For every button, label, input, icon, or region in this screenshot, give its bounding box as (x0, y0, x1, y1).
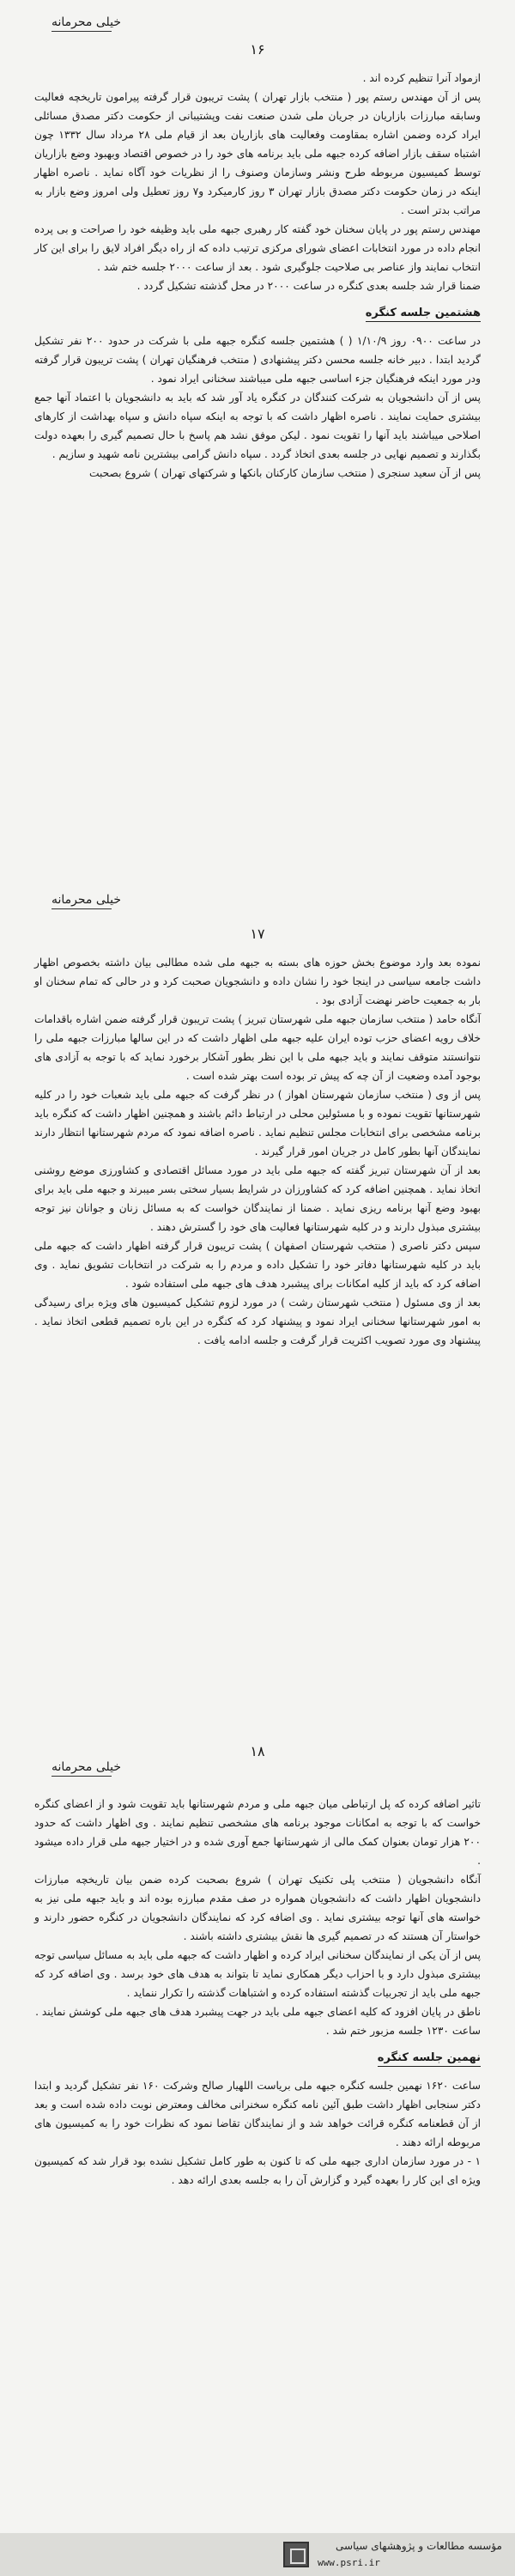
document-page-16 (0, 0, 515, 859)
document-page-17 (0, 859, 515, 1717)
paragraph: ساعت ۱۲۳۰ جلسه مزبور ختم شد . (325, 2025, 481, 2037)
paragraph: بعد از آن شهرستان تبریز گفته که جبهه ملی باید در مورد مسائل اقتصادی و کشاورزی موضع روشنی اتخاذ نماید . همچنین اضافه کرد که کشاورزان در شرایط بسیار سختی بسر میبرند و جبهه ملی باید برای بهبود وضع آنها برنامه ریزی نماید . ضمنا از نمایندگان خواست که به مسائل زنان و جوانان نیز توجه بیشتری مبذول دارند و در کلیه شهرستانها فعالیت های خود را گسترش دهند . (34, 1164, 481, 1233)
paragraph: ازمواد آنرا تنظیم کرده اند . (362, 72, 481, 84)
paragraph: ناطق در پایان افزود که کلیه اعضای جبهه ملی باید در جهت پیشبرد هدف های جبهه ملی کوشش نمایند . (35, 2006, 481, 2018)
page-number: ۱۷ (250, 926, 265, 942)
page-number: ۱۶ (250, 41, 265, 58)
classification-mark (52, 893, 121, 909)
classification-text: خیلی محرمانه (52, 893, 122, 907)
classification-text: خیلی محرمانه (52, 15, 122, 29)
classification-text: خیلی محرمانه (52, 1760, 122, 1774)
institute-name: مؤسسه مطالعات و پژوهشهای سیاسی (336, 2540, 502, 2552)
section-heading (34, 2049, 481, 2068)
page-body (34, 953, 481, 1350)
page-body (34, 69, 481, 483)
institute-footer (0, 2533, 515, 2576)
paragraph: آنگاه دانشجویان ( منتخب پلی تکنیک تهران ) شروع بصحبت کرده ضمن بیان تاریخچه مبارزات دانشجویان اظهار داشت که دانشجویان همواره در صف مقدم مبارزه بوده اند و باید جبهه ملی نیز به خواسته های آنها توجه بیشتری نماید . وی اضافه کرد که نمایندگان دانشجویان در کنگره حضور دارند و خواستار آن هستند که در تصمیم گیری ها نقش بیشتری داشته باشند . (34, 1874, 481, 1942)
paragraph: ضمنا قرار شد جلسه بعدی کنگره در ساعت ۲۰۰۰ در محل گذشته تشکیل گردد . (136, 280, 481, 292)
paragraph: مهندس رستم پور در پایان سخنان خود گفته کار رهبری جبهه ملی باید وظیفه خود را صراحت و بی پرده انجام داده در مورد انتخابات اعضای شورای مرکزی ترتیب داده که از راه دیگر افراد لایق را برای این کار انتخاب نمایند واز عناصر بی صلاحیت جلوگیری شود . بعد از ساعت ۲۰۰۰ جلسه ختم شد . (34, 223, 481, 273)
paragraph: پس از وی ( منتخب سازمان شهرستان اهواز ) در نظر گرفت که جبهه ملی باید شعبات خود را در کلیه شهرستانها تقویت نموده و با مسئولین محلی در ارتباط دائم باشند و همچنین اظهار داشت که کنگره باید برنامه مشخصی برای انتخابات مجلس تنظیم نماید . ناصره اضافه نمود که مردم شهرستانها انتظار دارند نمایندگان آنها بطور کامل در جریان امور قرار گیرند . (34, 1089, 481, 1157)
paragraph: آنگاه حامد ( منتخب سازمان جبهه ملی شهرستان تبریز ) پشت تریبون قرار گرفته ضمن اشاره باقدامات خلاف رویه اعضای حزب توده ایران علیه جبهه ملی اظهار داشت که در این سالها مبارزات جبهه ملی را نتوانستند متوقف نمایند و باید جبهه ملی با این نظر بطور آشکار برخورد نماید که با توجه به آزادی های بوجود آمده وضعیت از آن چه که پیش تر بوده است بهتر شده است . (34, 1013, 481, 1082)
page-number: ۱۸ (250, 1743, 265, 1759)
paragraph: در ساعت ۰۹۰۰ روز ۱/۱۰/۹ ( ) هشتمین جلسه کنگره جبهه ملی با شرکت در حدود ۲۰۰ نفر تشکیل گردید ابتدا . دبیر خانه جلسه محسن دکتر پیشنهادی ( منتخب فرهنگیان تهران ) پشت تریبون قرار گرفته ودر مورد اینکه فرهنگیان جزء اساسی جبهه ملی میباشند سخنانی ایراد نمود . (34, 335, 481, 385)
paragraph: ۱ - در مورد سازمان اداری جبهه ملی که تا کنون به طور کامل تشکیل نشده بود قرار شد که کمیسیون ویژه ای این کار را بعهده گیرد و گزارش آن را به جلسه بعدی ارائه دهد . (34, 2155, 481, 2186)
paragraph: تاثیر اضافه کرده که پل ارتباطی میان جبهه ملی و مردم شهرستانها باید تقویت شود و از اعضای کنگره خواست که با توجه به امکانات موجود برنامه های مشخصی تنظیم نمایند . وی اظهار داشت که حدود ۲۰۰ هزار تومان بعنوان کمک مالی از شهرستانها جمع آوری شده و در اختیار جبهه ملی قرار داده میشود . (34, 1798, 481, 1867)
document-page-18 (0, 1717, 515, 2576)
institute-logo-icon (283, 2542, 309, 2567)
paragraph: بعد از وی مسئول ( منتخب شهرستان رشت ) در مورد لزوم تشکیل کمیسیون های ویژه برای رسیدگی به امور شهرستانها سخنانی ایراد نمود و پیشنهاد کرد که کنگره در این باره تصمیم قطعی اتخاذ نماید . پیشنهاد وی مورد تصویب اکثریت قرار گرفت و جلسه ادامه یافت . (34, 1297, 481, 1346)
paragraph: پس از آن سعید سنجری ( منتخب سازمان کارکنان بانکها و شرکتهای تهران ) شروع بصحبت (89, 467, 481, 479)
classification-mark (52, 1760, 121, 1777)
section-heading-text: هشتمین جلسه کنگره (366, 307, 481, 322)
paragraph: ساعت ۱۶۲۰ نهمین جلسه کنگره جبهه ملی بریاست اللهیار صالح وشرکت ۱۶۰ نفر تشکیل گردید و ابتدا دکتر سنجابی اظهار داشت طبق آئین نامه کنگره سخنرانی مخالف ومعترض نوبت داده شده است و بعد از آن قطعنامه کنگره قرائت خواهد شد و از نمایندگان تقاضا نمود که نظرات خود را به کمیسیون های مربوطه ارائه دهند . (34, 2080, 481, 2148)
institute-website: www.psri.ir (318, 2557, 380, 2568)
paragraph: پس از آن مهندس رستم پور ( منتخب بازار تهران ) پشت تریبون قرار گرفته پیرامون تاریخچه فعالیت وسابقه مبارزات بازاریان در جریان ملی شدن صنعت نفت وپشتیبانی از حکومت دکتر مصدق مسائلی ایراد کرده وضمن اشاره بمقاومت وفعالیت های بازاریان بعد از قیام ملی ۲۸ مرداد سال ۱۳۳۲ چون اشتباه سقف بازار اضافه کرده جبهه ملی باید برنامه های خود را در خصوص اقتصاد وبهبود وضع بازاریان توسط کمیسیون مربوطه طرح ونشر وسازمان وصنوف را از نظریات خود آگاه نماید . ناصره اظهار اینکه در زمان حکومت دکتر مصدق بازار تهران ۳ روز کارمیکرد و۷ روز تعطیل ولی امروز وضع بازار به مراتب بدتر است . (34, 91, 482, 216)
section-heading (34, 304, 481, 323)
classification-mark (52, 15, 121, 32)
section-heading-text: نهمین جلسه کنگره (378, 2051, 481, 2067)
paragraph: سپس دکتر ناصری ( منتخب شهرستان اصفهان ) پشت تریبون قرار گرفته اظهار داشت که جبهه ملی باید در کلیه شهرستانها دفاتر خود را تشکیل داده و مردم را به شرکت در انتخابات تشویق نماید . وی اضافه کرد که باید از کلیه امکانات برای پیشبرد هدف های جبهه ملی استفاده شود . (34, 1240, 481, 1290)
paragraph: پس از آن یکی از نمایندگان سخنانی ایراد کرده و اظهار داشت که جبهه ملی باید به مسائل سیاسی توجه بیشتری مبذول دارد و با احزاب دیگر همکاری نماید تا بتواند به هدف های خود برسد . وی اضافه کرد که جبهه ملی باید از تجربیات گذشته استفاده کرده و اشتباهات گذشته را تکرار ننماید . (34, 1949, 481, 1999)
paragraph: پس از آن دانشجویان به شرکت کنندگان در کنگره یاد آور شد که باید به دانشجویان با اعتماد آنها جمع بیشتری حمایت نمایند . ناصره اظهار داشت که با توجه به اینکه سپاه دانش و سپاه بهداشت از کارهای اصلاحی میباشند باید آنها را تقویت نمود . لیکن موفق نشد هم پاسخ با حال تصمیم گیری را بعهده دولت بگذارند و تصمیم نهایی در جلسه بعدی اتخاذ گردد . سپاه دانش گرامی بیشترین نامه شهید و سازیم . (34, 392, 481, 460)
paragraph: نموده بعد وارد موضوع بخش حوزه های بسته به جبهه ملی شده مطالبی بیان داشته بخصوص اظهار داشت جامعه سیاسی در اینجا خود را نشان داده و دانشجویان صحبت کرد و در حالی که تمام سخنان او بار به جمعیت حاضر نهضت آزادی بود . (34, 957, 481, 1006)
page-body (34, 1795, 481, 2190)
